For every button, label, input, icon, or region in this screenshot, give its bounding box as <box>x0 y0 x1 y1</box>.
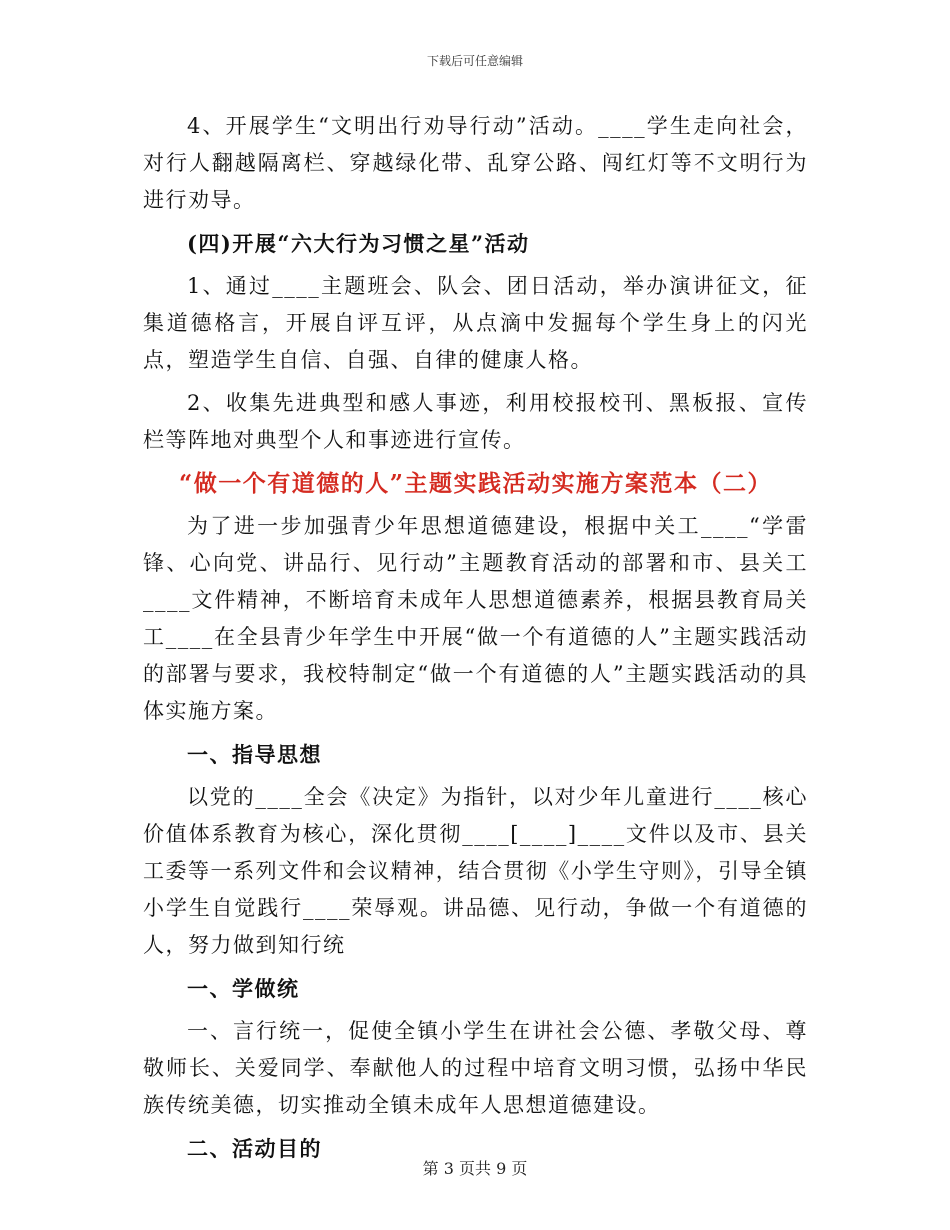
paragraph-guiding-ideology: 以党的____全会《决定》为指针，以对少年儿童进行____核心价值体系教育为核心，深化贯彻____[____]____文件以及市、县关工委等一系列文件和会议精神，结合贯彻《小学生守则》，引导全镇小学生自觉践行____荣辱观。讲品德、见行动，争做一个有道德的人，努力做到知行统 <box>143 785 808 957</box>
document-body <box>143 108 808 1173</box>
paragraph-persuasion-action: 4、开展学生“文明出行劝导行动”活动。____学生走向社会，对行人翻越隔离栏、穿越绿化带、乱穿公路、闯红灯等不文明行为进行劝导。 <box>143 114 808 212</box>
heading-learn-and-do: 一、学做统 <box>187 976 300 1001</box>
heading-guiding-ideology: 一、指导思想 <box>187 742 322 767</box>
section-title: “做一个有道德的人”主题实践活动实施方案范本（二） <box>179 470 772 497</box>
paragraph-introduction: 为了进一步加强青少年思想道德建设，根据中关工____“学雷锋、心向党、讲品行、见行动”主题教育活动的部署和市、县关工____文件精神，不断培育未成年人思想道德素养，根据县教育局关工____在全县青少年学生中开展“做一个有道德的人”主题实践活动的部署与要求，我校特制定“做一个有道德的人”主题实践活动的具体实施方案。 <box>143 514 808 723</box>
page-header: 下载后可任意编辑 <box>426 54 523 68</box>
page-footer: 第 3 页共 9 页 <box>422 1159 528 1178</box>
heading-six-habits-stars: (四)开展“六大行为习惯之星”活动 <box>187 231 530 256</box>
paragraph-words-and-deeds: 一、言行统一，促使全镇小学生在讲社会公德、孝敬父母、尊敬师长、关爱同学、奉献他人的过程中培育文明习惯，弘扬中华民族传统美德，切实推动全镇未成年人思想道德建设。 <box>143 1019 808 1117</box>
paragraph-theme-meetings: 1、通过____主题班会、队会、团日活动，举办演讲征文，征集道德格言，开展自评互评，从点滴中发掘每个学生身上的闪光点，塑造学生自信、自强、自律的健康人格。 <box>143 274 808 372</box>
paragraph-collect-models: 2、收集先进典型和感人事迹，利用校报校刊、黑板报、宣传栏等阵地对典型个人和事迹进行宣传。 <box>143 391 808 452</box>
heading-activity-purpose: 二、活动目的 <box>187 1136 322 1161</box>
